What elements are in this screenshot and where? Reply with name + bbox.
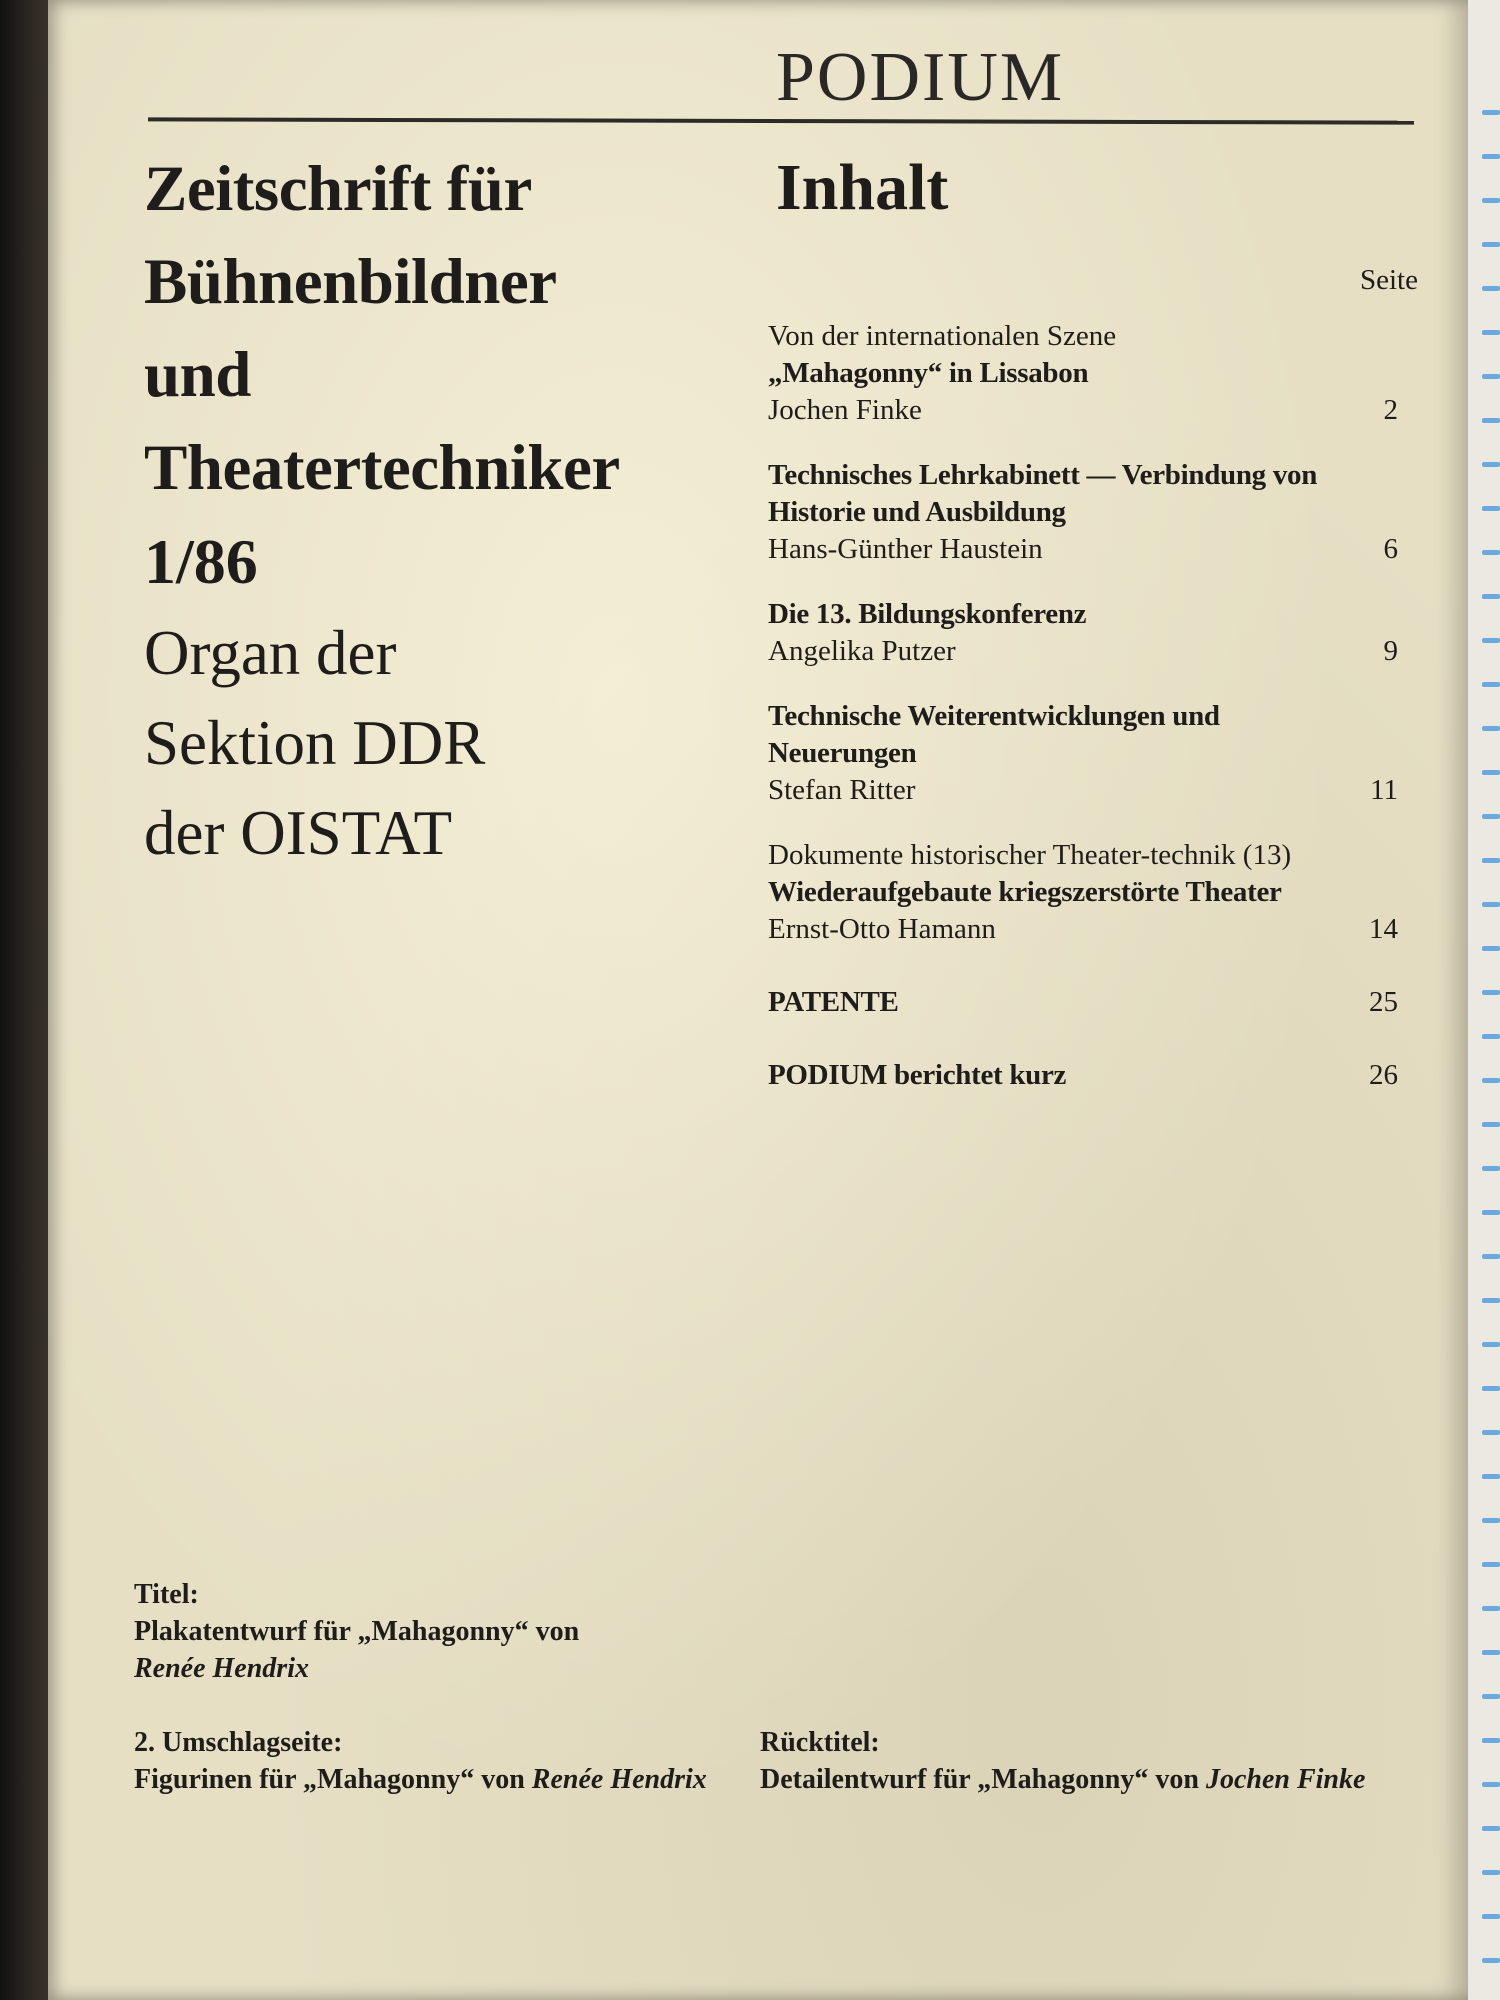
notebook-line-mark (1482, 154, 1500, 159)
toc-entry (768, 984, 1398, 1021)
toc-entry-title: Die 13. Bildungskonferenz (768, 598, 1087, 630)
notebook-line-mark (1482, 1386, 1500, 1391)
notebook-line-mark (1482, 242, 1500, 247)
notebook-line-mark (1482, 374, 1500, 379)
toc-entry-title: Wiederaufgebaute kriegszerstörte Theater (768, 876, 1282, 908)
toc-entry-author: Jochen Finke (768, 394, 922, 426)
notebook-line-mark (1482, 286, 1500, 291)
organ-line: der OISTAT (144, 798, 453, 868)
journal-title-line: und (144, 339, 251, 411)
masthead: PODIUM (776, 39, 1065, 116)
toc-entry-kicker: Von der internationalen Szene (768, 320, 1117, 352)
caption-artist: Renée Hendrix (531, 1764, 707, 1795)
notebook-line-mark (1482, 1210, 1500, 1215)
notebook-line-mark (1482, 1914, 1500, 1919)
toc-entry (768, 457, 1398, 568)
journal-title-line: Bühnenbildner (144, 246, 557, 318)
notebook-line-mark (1482, 1254, 1500, 1259)
notebook-line-mark (1482, 858, 1500, 863)
notebook-line-mark (1482, 1650, 1500, 1655)
toc-entry-page: 11 (1370, 774, 1398, 806)
notebook-line-mark (1482, 198, 1500, 203)
toc-entry (768, 596, 1398, 670)
caption-text: Figurinen für „Mahagonny“ von (134, 1764, 525, 1795)
toc-entry-author: Hans-Günther Haustein (768, 533, 1043, 565)
caption-cover (134, 1576, 724, 1687)
notebook-line-mark (1482, 638, 1500, 643)
organ-line: Sektion DDR (144, 708, 486, 778)
toc-entry-author: Stefan Ritter (768, 774, 916, 806)
toc-entry-author: Angelika Putzer (768, 635, 956, 667)
notebook-line-mark (1482, 990, 1500, 995)
notebook-line-mark (1482, 1694, 1500, 1699)
journal-title-line: Theatertechniker (144, 432, 620, 504)
cover-text (144, 143, 764, 878)
notebook-line-mark (1482, 1166, 1500, 1171)
notebook-line-mark (1482, 1078, 1500, 1083)
caption-text: Detailentwurf für „Mahagonny“ von (760, 1764, 1199, 1795)
toc-entry-kicker: Dokumente historischer Theater-technik (13) (768, 839, 1292, 871)
magazine-page (48, 0, 1468, 2000)
notebook-line-mark (1482, 1122, 1500, 1127)
toc-entry-page: 2 (1383, 394, 1398, 426)
toc-entry (768, 837, 1398, 948)
notebook-line-mark (1482, 1826, 1500, 1831)
caption-back-cover (760, 1724, 1392, 1798)
toc-entry-title: PATENTE (768, 986, 899, 1018)
caption-heading: 2. Umschlagseite: (134, 1727, 343, 1758)
organ-line: Organ der (144, 618, 397, 688)
toc-heading: Inhalt (776, 151, 949, 224)
notebook-line-mark (1482, 1518, 1500, 1523)
notebook-line-mark (1482, 814, 1500, 819)
notebook-line-mark (1482, 330, 1500, 335)
caption-heading: Titel: (134, 1579, 199, 1610)
toc-entry-author: Ernst-Otto Hamann (768, 913, 996, 945)
caption-artist: Renée Hendrix (134, 1653, 309, 1684)
toc-entry (768, 1057, 1398, 1094)
notebook-line-mark (1482, 550, 1500, 555)
notebook-line-mark (1482, 462, 1500, 467)
notebook-line-mark (1482, 1034, 1500, 1039)
caption-body (134, 1613, 724, 1650)
caption-text: Plakatentwurf für „Mahagonny“ von (134, 1616, 580, 1647)
notebook-line-mark (1482, 902, 1500, 907)
notebook-line-mark (1482, 1606, 1500, 1611)
notebook-line-mark (1482, 1298, 1500, 1303)
notebook-line-mark (1482, 1738, 1500, 1743)
notebook-line-mark (1482, 770, 1500, 775)
toc-entry-title: PODIUM berichtet kurz (768, 1059, 1067, 1091)
caption-inside-cover (134, 1724, 734, 1798)
notebook-line-mark (1482, 1562, 1500, 1567)
notebook-line-mark (1482, 506, 1500, 511)
notebook-line-mark (1482, 418, 1500, 423)
toc-entry (768, 698, 1398, 809)
table-of-contents (768, 318, 1398, 1122)
journal-title-line: Zeitschrift für (144, 153, 532, 225)
notebook-line-mark (1482, 1430, 1500, 1435)
notebook-line-mark (1482, 1474, 1500, 1479)
notebook-line-mark (1482, 1870, 1500, 1875)
notebook-line-mark (1482, 682, 1500, 687)
page-column-label: Seite (1360, 264, 1418, 296)
caption-heading: Rücktitel: (760, 1727, 880, 1758)
toc-entry-page: 25 (1369, 986, 1398, 1018)
issue-number: 1/86 (144, 526, 258, 597)
notebook-line-mark (1482, 594, 1500, 599)
notebook-line-mark (1482, 946, 1500, 951)
toc-entry-title: „Mahagonny“ in Lissabon (768, 357, 1089, 389)
notebook-line-mark (1482, 1342, 1500, 1347)
toc-entry-page: 6 (1383, 533, 1398, 565)
header-rule (148, 117, 1414, 124)
toc-entry (768, 318, 1398, 429)
caption-artist: Jochen Finke (1205, 1764, 1366, 1795)
notebook-line-mark (1482, 1782, 1500, 1787)
notebook-line-mark (1482, 726, 1500, 731)
toc-entry-title: Technisches Lehrkabinett — Verbindung von Historie und Ausbildung (768, 459, 1318, 528)
toc-entry-title: Technische Weiterentwicklungen und Neuerungen (768, 700, 1220, 769)
toc-entry-page: 14 (1369, 913, 1398, 945)
notebook-line-mark (1482, 110, 1500, 115)
toc-entry-page: 26 (1369, 1059, 1398, 1091)
notebook-line-mark (1482, 1958, 1500, 1963)
toc-entry-page: 9 (1383, 635, 1398, 667)
